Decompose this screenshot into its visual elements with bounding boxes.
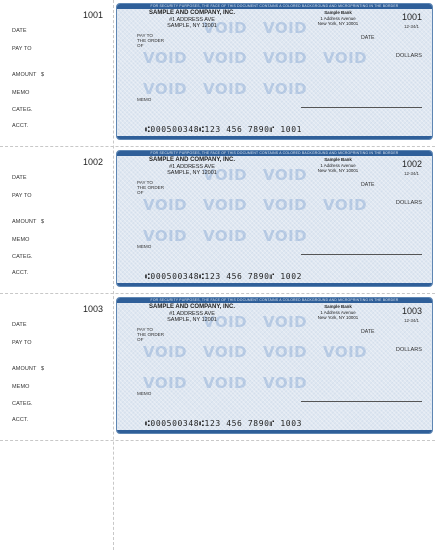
routing-fraction: 12-34/1 bbox=[404, 171, 419, 176]
void-watermark: VOID bbox=[263, 374, 308, 392]
check-stub bbox=[0, 0, 113, 147]
stub-date-label: DATE bbox=[12, 175, 27, 181]
pay-to-line: PAY TO bbox=[137, 33, 153, 38]
void-watermark: VOID bbox=[263, 49, 308, 67]
void-watermark: VOID bbox=[263, 343, 308, 361]
stub-pay-to-label: PAY TO bbox=[12, 340, 32, 346]
bank-address: 1 Address Avenue bbox=[320, 162, 356, 168]
micr-check-number: 1003 bbox=[280, 419, 303, 428]
void-watermark: VOID bbox=[143, 343, 188, 361]
company-info bbox=[117, 10, 267, 30]
company-info bbox=[117, 304, 267, 324]
void-watermark: VOID bbox=[323, 49, 368, 67]
void-watermark: VOID bbox=[203, 374, 248, 392]
pay-to-line: OF bbox=[137, 190, 144, 196]
stub-pay-to-label: PAY TO bbox=[12, 193, 32, 199]
bottom-band bbox=[117, 430, 432, 433]
security-band: FOR SECURITY PURPOSES, THE FACE OF THIS DOCUMENT CONTAINS A COLORED BACKGROUND AND MICROPRINTING IN THE BORDER bbox=[117, 4, 432, 9]
void-watermark: VOID bbox=[323, 196, 368, 214]
stub-date-label: DATE bbox=[12, 28, 27, 34]
check-stub bbox=[0, 294, 113, 441]
signature-line bbox=[301, 107, 422, 108]
bank-info bbox=[313, 157, 363, 174]
micr-line bbox=[145, 419, 302, 428]
micr-check-number: 1001 bbox=[280, 125, 303, 134]
routing-fraction: 12-34/1 bbox=[404, 318, 419, 323]
pay-to-label bbox=[137, 327, 164, 343]
bank-name: Sample Bank bbox=[324, 304, 352, 309]
void-watermark: VOID bbox=[263, 227, 308, 245]
signature-line bbox=[301, 254, 422, 255]
dollars-label: DOLLARS bbox=[395, 200, 422, 206]
micr-routing: ⑆000500348⑆123 456 7890⑈ bbox=[145, 125, 281, 134]
check bbox=[116, 3, 433, 140]
company-address: #1 ADDRESS AVE bbox=[169, 16, 215, 23]
pay-to-line: THE ORDER bbox=[137, 38, 165, 44]
void-watermark: VOID bbox=[203, 196, 248, 214]
check-stub bbox=[0, 147, 113, 294]
void-watermark: VOID bbox=[143, 49, 188, 67]
stub-check-number: 1002 bbox=[82, 157, 103, 167]
pay-to-line: PAY TO bbox=[137, 327, 153, 332]
stub-memo-label: MEMO bbox=[12, 90, 30, 96]
stub-categ-label: CATEG. bbox=[12, 254, 33, 260]
stub-memo-label: MEMO bbox=[12, 237, 30, 243]
pay-to-line: THE ORDER bbox=[137, 332, 165, 338]
void-watermark: VOID bbox=[203, 166, 248, 184]
routing-fraction: 12-34/1 bbox=[404, 24, 419, 29]
bank-address: 1 Address Avenue bbox=[320, 15, 356, 21]
micr-routing: ⑆000500348⑆123 456 7890⑈ bbox=[145, 272, 281, 281]
bank-city: New York, NY 10001 bbox=[317, 315, 359, 320]
check-row bbox=[0, 0, 435, 147]
micr-routing: ⑆000500348⑆123 456 7890⑈ bbox=[145, 419, 281, 428]
check-memo-label: MEMO bbox=[137, 244, 152, 249]
company-name: SAMPLE AND COMPANY, INC. bbox=[148, 157, 235, 163]
check-date-label: DATE bbox=[361, 182, 375, 188]
stub-amount-label: AMOUNT bbox=[12, 366, 37, 372]
void-watermark: VOID bbox=[263, 313, 308, 331]
pay-to-line: OF bbox=[137, 43, 144, 49]
company-address: #1 ADDRESS AVE bbox=[169, 310, 215, 317]
bottom-band bbox=[117, 283, 432, 286]
void-watermark: VOID bbox=[143, 374, 188, 392]
company-info bbox=[117, 157, 267, 177]
signature-line bbox=[301, 401, 422, 402]
void-watermark: VOID bbox=[203, 19, 248, 37]
stub-dollar-sign: $ bbox=[41, 219, 45, 225]
void-watermark: VOID bbox=[323, 343, 368, 361]
bank-name: Sample Bank bbox=[324, 10, 352, 15]
check bbox=[116, 297, 433, 434]
void-watermark: VOID bbox=[263, 19, 308, 37]
pay-to-line: PAY TO bbox=[137, 180, 153, 185]
pay-to-line: OF bbox=[137, 337, 144, 343]
void-watermark: VOID bbox=[203, 80, 248, 98]
pay-to-label bbox=[137, 180, 164, 196]
check-number: 1001 bbox=[401, 12, 422, 22]
void-watermark: VOID bbox=[143, 227, 188, 245]
check-row bbox=[0, 147, 435, 294]
check-memo-label: MEMO bbox=[137, 97, 152, 102]
check-number: 1002 bbox=[401, 159, 422, 169]
bank-info bbox=[313, 304, 363, 321]
void-watermark: VOID bbox=[263, 166, 308, 184]
company-city: SAMPLE, NY 12001 bbox=[167, 23, 217, 29]
stub-categ-label: CATEG. bbox=[12, 107, 33, 113]
void-watermark: VOID bbox=[203, 343, 248, 361]
company-name: SAMPLE AND COMPANY, INC. bbox=[148, 304, 235, 310]
bank-city: New York, NY 10001 bbox=[317, 168, 359, 173]
void-watermark: VOID bbox=[143, 196, 188, 214]
micr-check-number: 1002 bbox=[280, 272, 303, 281]
dollars-label: DOLLARS bbox=[395, 53, 422, 59]
stub-dollar-sign: $ bbox=[41, 72, 45, 78]
void-watermark: VOID bbox=[203, 49, 248, 67]
bank-name: Sample Bank bbox=[324, 157, 352, 162]
void-watermark: VOID bbox=[203, 227, 248, 245]
bank-city: New York, NY 10001 bbox=[317, 21, 359, 26]
check-number: 1003 bbox=[401, 306, 422, 316]
micr-line bbox=[145, 272, 302, 281]
bank-info bbox=[313, 10, 363, 27]
bank-address: 1 Address Avenue bbox=[320, 309, 356, 315]
check-memo-label: MEMO bbox=[137, 391, 152, 396]
void-watermark: VOID bbox=[263, 196, 308, 214]
company-name: SAMPLE AND COMPANY, INC. bbox=[148, 10, 235, 16]
stub-amount-label: AMOUNT bbox=[12, 72, 37, 78]
company-city: SAMPLE, NY 12001 bbox=[167, 170, 217, 176]
void-watermark: VOID bbox=[203, 313, 248, 331]
security-band: FOR SECURITY PURPOSES, THE FACE OF THIS DOCUMENT CONTAINS A COLORED BACKGROUND AND MICROPRINTING IN THE BORDER bbox=[117, 298, 432, 303]
company-address: #1 ADDRESS AVE bbox=[169, 163, 215, 170]
stub-categ-label: CATEG. bbox=[12, 401, 33, 407]
stub-pay-to-label: PAY TO bbox=[12, 46, 32, 52]
stub-dollar-sign: $ bbox=[41, 366, 45, 372]
pay-to-label bbox=[137, 33, 164, 49]
stub-date-label: DATE bbox=[12, 322, 27, 328]
company-city: SAMPLE, NY 12001 bbox=[167, 317, 217, 323]
void-watermark: VOID bbox=[263, 80, 308, 98]
void-watermark: VOID bbox=[143, 80, 188, 98]
stub-memo-label: MEMO bbox=[12, 384, 30, 390]
check bbox=[116, 150, 433, 287]
stub-check-number: 1001 bbox=[82, 10, 103, 20]
check-date-label: DATE bbox=[361, 329, 375, 335]
bottom-band bbox=[117, 136, 432, 139]
micr-line bbox=[145, 125, 302, 134]
check-row bbox=[0, 294, 435, 441]
check-date-label: DATE bbox=[361, 35, 375, 41]
stub-check-number: 1003 bbox=[82, 304, 103, 314]
pay-to-line: THE ORDER bbox=[137, 185, 165, 191]
security-band: FOR SECURITY PURPOSES, THE FACE OF THIS DOCUMENT CONTAINS A COLORED BACKGROUND AND MICROPRINTING IN THE BORDER bbox=[117, 151, 432, 156]
stub-amount-label: AMOUNT bbox=[12, 219, 37, 225]
stub-acct-label: ACCT. bbox=[12, 417, 29, 423]
stub-acct-label: ACCT. bbox=[12, 270, 29, 276]
stub-acct-label: ACCT. bbox=[12, 123, 29, 129]
dollars-label: DOLLARS bbox=[395, 347, 422, 353]
